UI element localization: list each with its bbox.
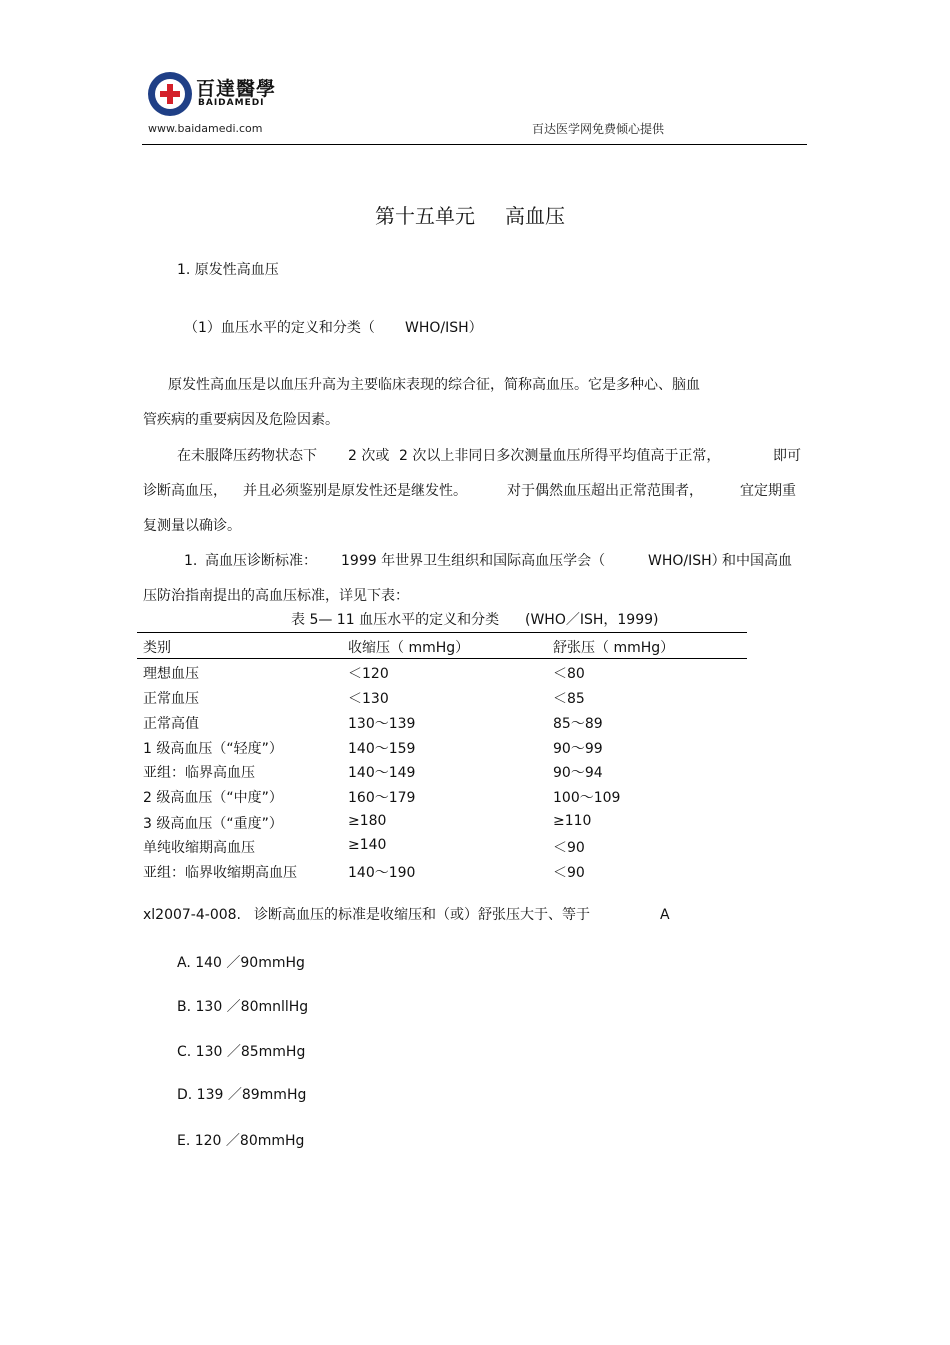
table-caption-source: (WHO／ISH，1999) — [525, 612, 659, 628]
logo-text-en: BAIDAMEDI — [198, 98, 265, 108]
table-cell-diastolic: ＜80 — [553, 666, 585, 682]
paragraph-2-line-1d: 即可 — [773, 448, 801, 464]
table-cell-systolic: ＜130 — [348, 691, 389, 707]
table-cell-diastolic: 90～99 — [553, 741, 603, 757]
table-cell-diastolic: 85～89 — [553, 716, 603, 732]
table-cell-category: 亚组：临界收缩期高血压 — [143, 865, 297, 881]
paragraph-2-line-2d: 宜定期重 — [740, 483, 796, 499]
subsection-heading-b: WHO/ISH） — [405, 320, 483, 336]
page-title — [375, 200, 565, 229]
table-header-diastolic: 舒张压（ mmHg） — [553, 640, 675, 656]
table-cell-systolic: ≥180 — [348, 813, 387, 829]
table-header-rule — [137, 658, 747, 659]
option-c: C. 130 ／85mmHg — [177, 1044, 306, 1060]
paragraph-2-line-1b: 2 次或 — [348, 448, 390, 464]
table-cell-category: 2 级高血压（“中度”） — [143, 790, 283, 806]
option-b: B. 130 ／80mnllHg — [177, 999, 309, 1015]
table-cell-systolic: ＜120 — [348, 666, 389, 682]
paragraph-3-line-2: 压防治指南提出的高血压标准，详见下表： — [143, 588, 409, 604]
paragraph-2-line-1c: 2 次以上非同日多次测量血压所得平均值高于正常， — [399, 448, 721, 464]
table-cell-systolic: 130～139 — [348, 716, 416, 732]
table-cell-diastolic: 100～109 — [553, 790, 621, 806]
table-header-category: 类别 — [143, 640, 171, 656]
table-cell-systolic: 140～159 — [348, 741, 416, 757]
question-stem: 诊断高血压的标准是收缩压和（或）舒张压大于、等于 — [254, 907, 590, 923]
table-header-systolic: 收缩压（ mmHg） — [348, 640, 470, 656]
table-cell-category: 3 级高血压（“重度”） — [143, 816, 283, 832]
table-cell-systolic: 160～179 — [348, 790, 416, 806]
table-cell-diastolic: ＜90 — [553, 840, 585, 856]
option-a: A. 140 ／90mmHg — [177, 955, 305, 971]
table-cell-systolic: 140～190 — [348, 865, 416, 881]
title-unit: 第十五单元 — [375, 204, 475, 228]
table-cell-diastolic: ＜90 — [553, 865, 585, 881]
paragraph-1-line-1: 原发性高血压是以血压升高为主要临床表现的综合征，简称高血压。它是多种心、脑血 — [168, 377, 700, 393]
logo-emblem — [148, 72, 192, 116]
paragraph-2-line-1a: 在未服降压药物状态下 — [177, 448, 317, 464]
red-cross-icon — [155, 79, 185, 109]
question-id: xl2007-4-008. — [143, 907, 241, 923]
paragraph-2-line-2a: 诊断高血压， — [143, 483, 227, 499]
table-cell-diastolic: ＜85 — [553, 691, 585, 707]
table-cell-category: 正常高值 — [143, 716, 199, 732]
paragraph-2-line-2b: 并且必须鉴别是原发性还是继发性。 — [243, 483, 467, 499]
paragraph-1-line-2: 管疾病的重要病因及危险因素。 — [143, 412, 339, 428]
table-cell-diastolic: 90～94 — [553, 765, 603, 781]
table-cell-category: 亚组：临界高血压 — [143, 765, 255, 781]
paragraph-2-line-3: 复测量以确诊。 — [143, 518, 241, 534]
table-cell-category: 单纯收缩期高血压 — [143, 840, 255, 856]
section-heading: 1. 原发性高血压 — [177, 262, 279, 278]
table-cell-diastolic: ≥110 — [553, 813, 592, 829]
table-top-rule — [137, 632, 747, 633]
header-divider — [142, 144, 807, 145]
paragraph-3-line-1c: 1999 年世界卫生组织和国际高血压学会（ — [341, 553, 606, 569]
table-cell-systolic: ≥140 — [348, 837, 387, 853]
site-url[interactable]: www.baidamedi.com — [148, 122, 263, 135]
table-caption: 表 5— 11 血压水平的定义和分类 — [291, 612, 500, 628]
paragraph-3-line-1e: 和中国高血 — [722, 553, 792, 569]
subsection-heading-a: （1）血压水平的定义和分类（ — [184, 320, 375, 336]
title-topic: 高血压 — [505, 204, 565, 228]
option-d: D. 139 ／89mmHg — [177, 1087, 307, 1103]
paragraph-3-line-1d: WHO/ISH） — [648, 553, 726, 569]
table-cell-systolic: 140～149 — [348, 765, 416, 781]
table-cell-category: 1 级高血压（“轻度”） — [143, 741, 283, 757]
option-e: E. 120 ／80mmHg — [177, 1133, 305, 1149]
question-answer: A — [660, 907, 670, 923]
provider-note: 百达医学网免费倾心提供 — [532, 122, 665, 136]
table-cell-category: 理想血压 — [143, 666, 199, 682]
paragraph-3-line-1a: 1. — [184, 553, 198, 569]
paragraph-2-line-2c: 对于偶然血压超出正常范围者， — [507, 483, 703, 499]
table-cell-category: 正常血压 — [143, 691, 199, 707]
logo-text-cn: 百達醫學 — [196, 78, 277, 100]
paragraph-3-line-1b: 高血压诊断标准： — [205, 553, 317, 569]
